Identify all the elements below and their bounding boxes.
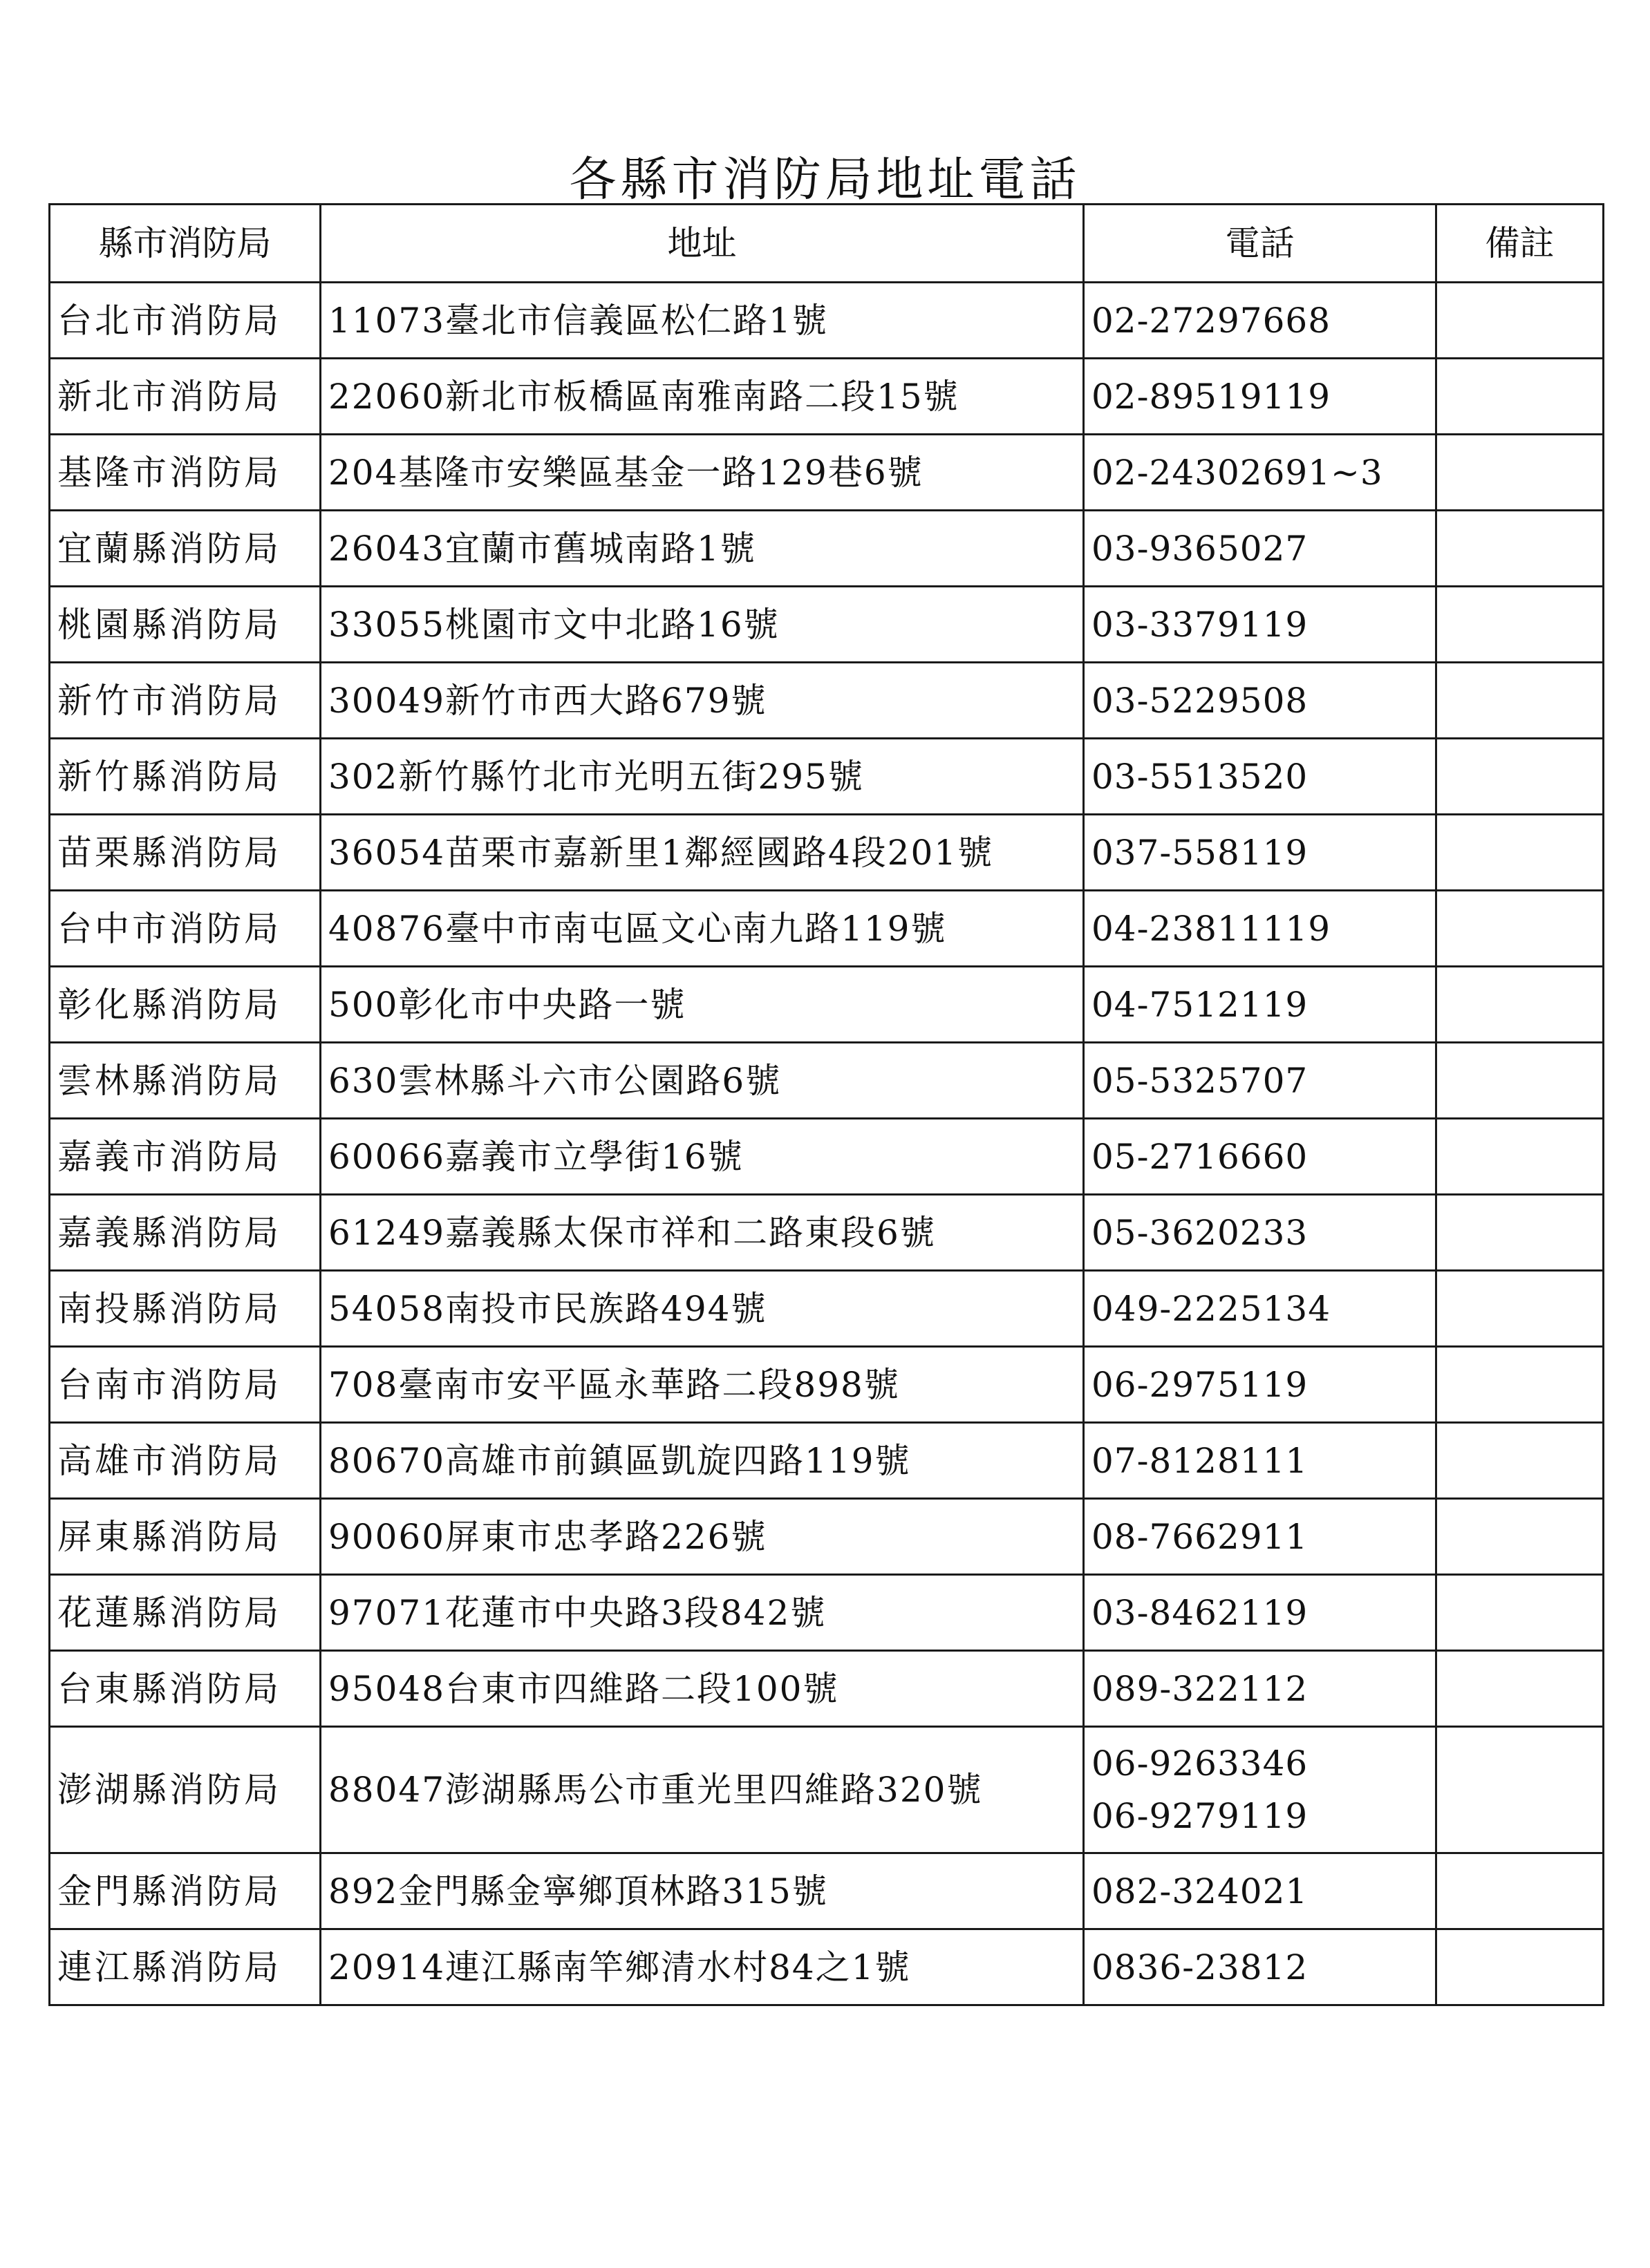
phone-number: 03-3379119 [1091, 604, 1309, 645]
phone-cell [1084, 1853, 1436, 1929]
phone-number: 082-324021 [1091, 1871, 1309, 1911]
remark-cell [1436, 967, 1604, 1043]
remark-cell [1436, 1575, 1604, 1651]
table-row [50, 435, 1604, 511]
phone-number: 03-8462119 [1091, 1592, 1309, 1633]
agency-cell: 新北市消防局 [50, 359, 321, 435]
address-cell: 88047澎湖縣馬公市重光里四維路320號 [321, 1727, 1084, 1853]
phone-cell [1084, 1347, 1436, 1423]
agency-cell: 台北市消防局 [50, 283, 321, 359]
address-cell: 61249嘉義縣太保市祥和二路東段6號 [321, 1195, 1084, 1271]
address-cell: 90060屏東市忠孝路226號 [321, 1499, 1084, 1575]
table-row [50, 1575, 1604, 1651]
phone-cell [1084, 739, 1436, 815]
remark-cell [1436, 1651, 1604, 1727]
phone-cell [1084, 1727, 1436, 1853]
phone-number: 0836-23812 [1091, 1947, 1309, 1987]
agency-cell: 連江縣消防局 [50, 1929, 321, 2005]
agency-cell: 苗栗縣消防局 [50, 815, 321, 891]
remark-cell [1436, 1853, 1604, 1929]
address-cell: 26043宜蘭市舊城南路1號 [321, 511, 1084, 587]
address-cell: 302新竹縣竹北市光明五街295號 [321, 739, 1084, 815]
phone-cell [1084, 1423, 1436, 1499]
phone-number: 02-24302691~3 [1091, 452, 1383, 493]
remark-cell [1436, 815, 1604, 891]
phone-cell [1084, 1499, 1436, 1575]
remark-cell [1436, 1727, 1604, 1853]
table-row [50, 511, 1604, 587]
table-row [50, 1119, 1604, 1195]
remark-cell [1436, 283, 1604, 359]
address-cell: 708臺南市安平區永華路二段898號 [321, 1347, 1084, 1423]
address-cell: 500彰化市中央路一號 [321, 967, 1084, 1043]
phone-number: 04-7512119 [1091, 984, 1309, 1025]
agency-cell: 台南市消防局 [50, 1347, 321, 1423]
address-cell: 30049新竹市西大路679號 [321, 663, 1084, 739]
remark-cell [1436, 663, 1604, 739]
phone-number: 08-7662911 [1091, 1516, 1309, 1557]
agency-cell: 雲林縣消防局 [50, 1043, 321, 1119]
agency-cell: 桃園縣消防局 [50, 587, 321, 663]
phone-number: 06-9263346 [1091, 1743, 1309, 1784]
header-agency: 縣市消防局 [50, 205, 321, 283]
table-row [50, 1043, 1604, 1119]
agency-cell: 台中市消防局 [50, 891, 321, 967]
phone-cell [1084, 815, 1436, 891]
phone-number: 049-2225134 [1091, 1288, 1331, 1329]
table-row [50, 1727, 1604, 1853]
table-row [50, 1347, 1604, 1423]
remark-cell [1436, 359, 1604, 435]
phone-number: 03-5513520 [1091, 756, 1309, 797]
agency-cell: 嘉義縣消防局 [50, 1195, 321, 1271]
remark-cell [1436, 1423, 1604, 1499]
header-phone: 電話 [1084, 205, 1436, 283]
table-row [50, 587, 1604, 663]
table-row [50, 1651, 1604, 1727]
phone-number: 05-2716660 [1091, 1136, 1309, 1177]
address-cell: 630雲林縣斗六市公園路6號 [321, 1043, 1084, 1119]
address-cell: 11073臺北市信義區松仁路1號 [321, 283, 1084, 359]
table-row [50, 1271, 1604, 1347]
address-cell: 95048台東市四維路二段100號 [321, 1651, 1084, 1727]
phone-cell [1084, 283, 1436, 359]
table-row [50, 1195, 1604, 1271]
phone-cell [1084, 1575, 1436, 1651]
phone-cell [1084, 359, 1436, 435]
remark-cell [1436, 1929, 1604, 2005]
phone-number: 089-322112 [1091, 1668, 1309, 1709]
phone-cell [1084, 1043, 1436, 1119]
phone-number: 02-27297668 [1091, 300, 1331, 341]
phone-cell [1084, 1651, 1436, 1727]
header-remark: 備註 [1436, 205, 1604, 283]
table-row [50, 1423, 1604, 1499]
phone-number: 03-5229508 [1091, 680, 1309, 721]
agency-cell: 台東縣消防局 [50, 1651, 321, 1727]
agency-cell: 宜蘭縣消防局 [50, 511, 321, 587]
table-row [50, 967, 1604, 1043]
agency-cell: 新竹縣消防局 [50, 739, 321, 815]
agency-cell: 彰化縣消防局 [50, 967, 321, 1043]
table-row [50, 1853, 1604, 1929]
remark-cell [1436, 1195, 1604, 1271]
agency-cell: 花蓮縣消防局 [50, 1575, 321, 1651]
remark-cell [1436, 1043, 1604, 1119]
agency-cell: 澎湖縣消防局 [50, 1727, 321, 1853]
address-cell: 54058南投市民族路494號 [321, 1271, 1084, 1347]
address-cell: 33055桃園市文中北路16號 [321, 587, 1084, 663]
address-cell: 20914連江縣南竿鄉清水村84之1號 [321, 1929, 1084, 2005]
address-cell: 80670高雄市前鎮區凱旋四路119號 [321, 1423, 1084, 1499]
agency-cell: 南投縣消防局 [50, 1271, 321, 1347]
phone-cell [1084, 663, 1436, 739]
address-cell: 60066嘉義市立學街16號 [321, 1119, 1084, 1195]
address-cell: 22060新北市板橋區南雅南路二段15號 [321, 359, 1084, 435]
phone-number: 05-3620233 [1091, 1212, 1309, 1253]
page-title: 各縣市消防局地址電話 [569, 152, 1081, 207]
remark-cell [1436, 1499, 1604, 1575]
phone-number: 07-8128111 [1091, 1440, 1309, 1481]
table-row [50, 739, 1604, 815]
phone-cell [1084, 967, 1436, 1043]
phone-number: 06-9279119 [1091, 1796, 1309, 1836]
phone-cell [1084, 891, 1436, 967]
table-row [50, 283, 1604, 359]
phone-number: 05-5325707 [1091, 1060, 1309, 1101]
table-body [50, 283, 1604, 2005]
address-cell: 97071花蓮市中央路3段842號 [321, 1575, 1084, 1651]
phone-number: 04-23811119 [1091, 908, 1331, 949]
table-row [50, 891, 1604, 967]
phone-number: 037-558119 [1091, 832, 1309, 873]
table-row [50, 359, 1604, 435]
remark-cell [1436, 891, 1604, 967]
table-row [50, 663, 1604, 739]
agency-cell: 高雄市消防局 [50, 1423, 321, 1499]
address-cell: 36054苗栗市嘉新里1鄰經國路4段201號 [321, 815, 1084, 891]
remark-cell [1436, 587, 1604, 663]
table-header-row [50, 205, 1604, 283]
remark-cell [1436, 739, 1604, 815]
address-cell: 204基隆市安樂區基金一路129巷6號 [321, 435, 1084, 511]
agency-cell: 基隆市消防局 [50, 435, 321, 511]
table-row [50, 1499, 1604, 1575]
phone-cell [1084, 1119, 1436, 1195]
agency-cell: 金門縣消防局 [50, 1853, 321, 1929]
phone-number: 03-9365027 [1091, 528, 1309, 569]
header-address: 地址 [321, 205, 1084, 283]
remark-cell [1436, 1347, 1604, 1423]
phone-number: 02-89519119 [1091, 376, 1331, 417]
phone-cell [1084, 1195, 1436, 1271]
address-cell: 40876臺中市南屯區文心南九路119號 [321, 891, 1084, 967]
address-cell: 892金門縣金寧鄉頂林路315號 [321, 1853, 1084, 1929]
phone-cell [1084, 435, 1436, 511]
fire-department-directory-table [48, 203, 1604, 2006]
remark-cell [1436, 1119, 1604, 1195]
table-row [50, 815, 1604, 891]
phone-cell [1084, 511, 1436, 587]
phone-number: 06-2975119 [1091, 1364, 1309, 1405]
phone-cell [1084, 587, 1436, 663]
remark-cell [1436, 511, 1604, 587]
agency-cell: 嘉義市消防局 [50, 1119, 321, 1195]
phone-cell [1084, 1929, 1436, 2005]
remark-cell [1436, 435, 1604, 511]
table-row [50, 1929, 1604, 2005]
agency-cell: 新竹市消防局 [50, 663, 321, 739]
agency-cell: 屏東縣消防局 [50, 1499, 321, 1575]
phone-cell [1084, 1271, 1436, 1347]
remark-cell [1436, 1271, 1604, 1347]
